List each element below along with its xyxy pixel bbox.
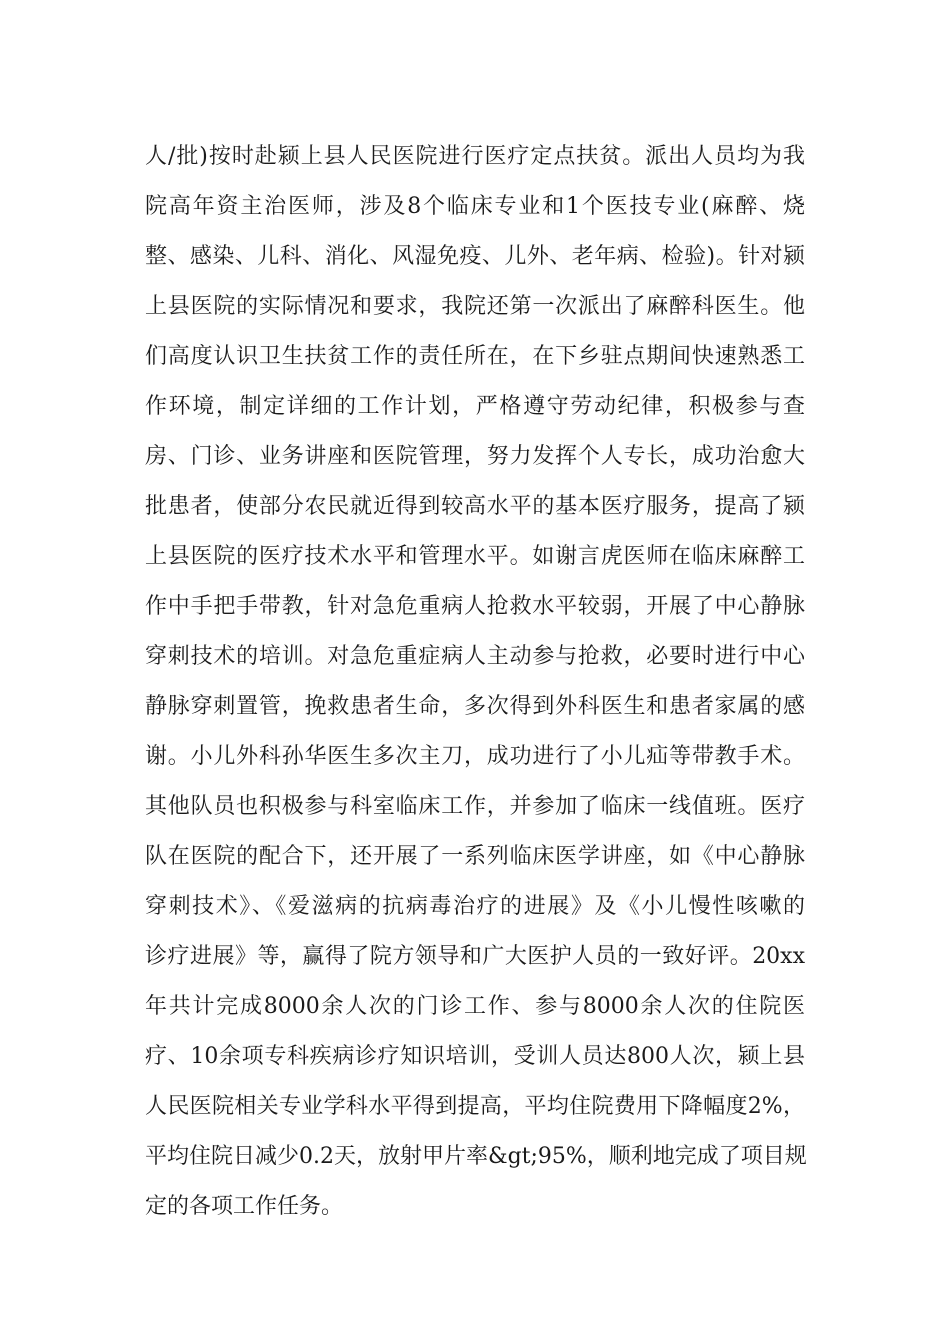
text-line: 队在医院的配合下，还开展了一系列临床医学讲座，如《中心静脉 — [145, 844, 805, 869]
text-line: 整、感染、儿科、消化、风湿免疫、儿外、老年病、检验)。针对颍 — [145, 244, 805, 269]
text-line: 作环境，制定详细的工作计划，严格遵守劳动纪律，积极参与查 — [145, 394, 805, 419]
text-line: 静脉穿刺置管，挽救患者生命，多次得到外科医生和患者家属的感 — [145, 694, 805, 719]
text-line: 定的各项工作任务。 — [145, 1194, 344, 1219]
text-line: 人/批)按时赴颍上县人民医院进行医疗定点扶贫。派出人员均为我 — [145, 144, 805, 169]
text-line: 平均住院日减少0.2天，放射甲片率&gt;95%，顺利地完成了项目规 — [145, 1144, 807, 1169]
text-line: 年共计完成8000余人次的门诊工作、参与8000余人次的住院医 — [145, 994, 805, 1019]
body-paragraph — [145, 132, 805, 1232]
text-line: 人民医院相关专业学科水平得到提高，平均住院费用下降幅度2%， — [145, 1094, 805, 1119]
text-line: 们高度认识卫生扶贫工作的责任所在，在下乡驻点期间快速熟悉工 — [145, 344, 805, 369]
text-line: 疗、10余项专科疾病诊疗知识培训，受训人员达800人次，颍上县 — [145, 1044, 805, 1069]
text-line: 作中手把手带教，针对急危重病人抢救水平较弱，开展了中心静脉 — [145, 594, 805, 619]
text-line: 其他队员也积极参与科室临床工作，并参加了临床一线值班。医疗 — [145, 794, 805, 819]
text-line: 穿刺技术的培训。对急危重症病人主动参与抢救，必要时进行中心 — [145, 644, 805, 669]
text-line: 诊疗进展》等，赢得了院方领导和广大医护人员的一致好评。20xx — [145, 944, 805, 969]
text-line: 院高年资主治医师，涉及8个临床专业和1个医技专业(麻醉、烧 — [145, 194, 805, 219]
text-line: 批患者，使部分农民就近得到较高水平的基本医疗服务，提高了颍 — [145, 494, 805, 519]
text-line: 上县医院的医疗技术水平和管理水平。如谢言虎医师在临床麻醉工 — [145, 544, 805, 569]
text-line: 上县医院的实际情况和要求，我院还第一次派出了麻醉科医生。他 — [145, 294, 805, 319]
text-line: 谢。小儿外科孙华医生多次主刀，成功进行了小儿疝等带教手术。 — [145, 744, 805, 769]
text-line: 穿刺技术》、《爱滋病的抗病毒治疗的进展》及《小儿慢性咳嗽的 — [145, 894, 805, 919]
text-line: 房、门诊、业务讲座和医院管理，努力发挥个人专长，成功治愈大 — [145, 444, 805, 469]
